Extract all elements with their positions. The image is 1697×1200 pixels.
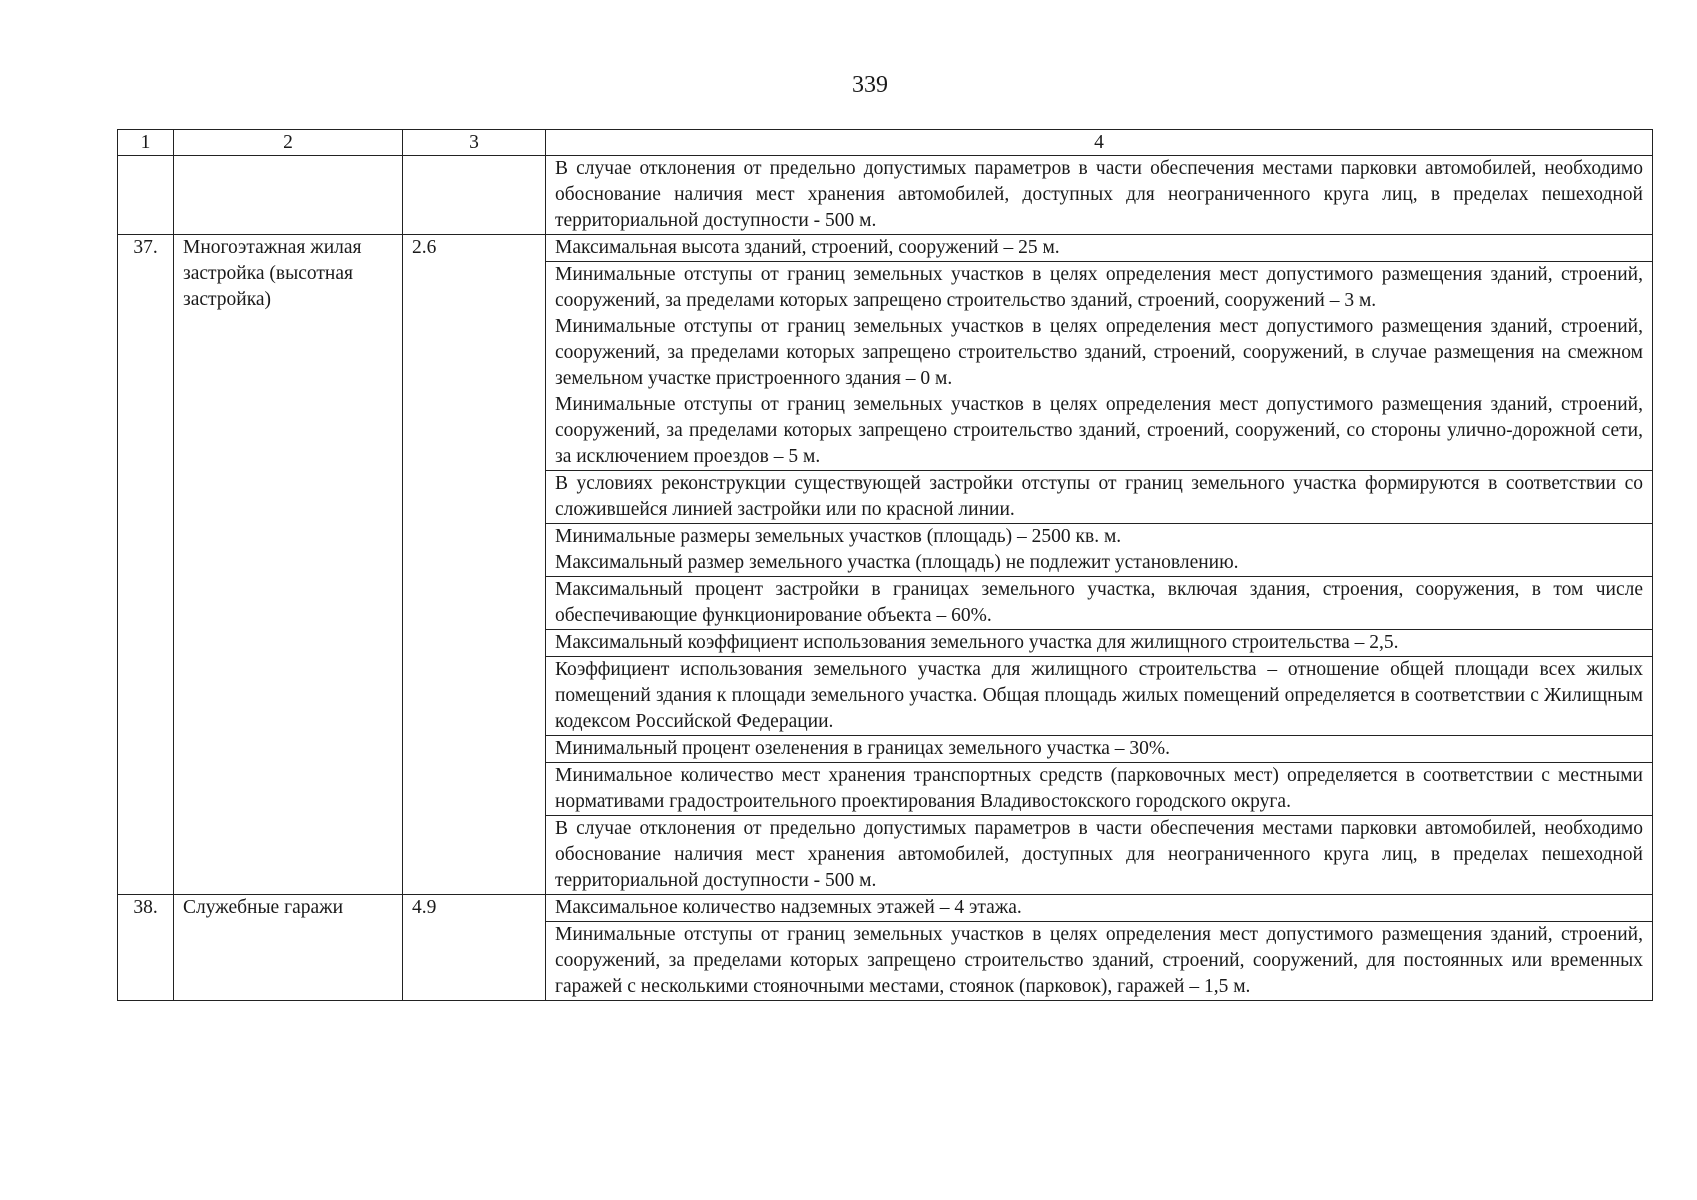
- param-paragraph: Минимальные отступы от границ земельных участков в целях определения мест допустимого размещения зданий, строений, сооружений, за пределами которых запрещено строительство зданий, строений, сооружений, для постоянных или временных гаражей с несколькими стояночными местами, стоянок (парковок), гаражей – 1,5 м.: [555, 924, 1643, 997]
- table-row: [118, 895, 1653, 922]
- param-cell: [546, 262, 1653, 471]
- param-paragraph: Коэффициент использования земельного участка для жилищного строительства – отношение общей площади всех жилых помещений здания к площади земельного участка. Общая площадь жилых помещений определяется в соответствии с Жилищным кодексом Российской Федерации.: [555, 659, 1643, 732]
- continuation-row: [118, 156, 1653, 235]
- use-code-cell: 2.6: [403, 235, 546, 895]
- param-cell: [546, 922, 1653, 1001]
- param-paragraph: Минимальный процент озеленения в границах земельного участка – 30%.: [555, 738, 1171, 759]
- header-col-4: 4: [546, 130, 1653, 156]
- row-number-cell: 38.: [118, 895, 174, 1001]
- param-paragraph: Максимальный процент застройки в границах земельного участка, включая здания, строения, сооружения, в том числе обеспечивающие функционирование объекта – 60%.: [555, 579, 1643, 626]
- param-paragraph: Максимальный коэффициент использования земельного участка для жилищного строительства – 2,5.: [555, 632, 1399, 653]
- use-code-cell: 4.9: [403, 895, 546, 1001]
- param-paragraph: В случае отклонения от предельно допустимых параметров в части обеспечения местами парковки автомобилей, необходимо обоснование наличия мест хранения автомобилей, доступных для неограниченного круга лиц, в пределах пешеходной территориальной доступности - 500 м.: [555, 818, 1643, 891]
- param-cell: [546, 630, 1653, 657]
- regulations-table-body: [118, 130, 1653, 1001]
- header-row: [118, 130, 1653, 156]
- header-col-1: 1: [118, 130, 174, 156]
- header-col-2: 2: [174, 130, 403, 156]
- param-paragraph: Минимальные отступы от границ земельных участков в целях определения мест допустимого размещения зданий, строений, сооружений, за пределами которых запрещено строительство зданий, строений, сооружений, со стороны улично-дорожной сети, за исключением проездов – 5 м.: [555, 394, 1643, 467]
- param-paragraph: В условиях реконструкции существующей застройки отступы от границ земельного участка формируются в соответствии со сложившейся линией застройки или по красной линии.: [555, 473, 1643, 520]
- continuation-param-cell: В случае отклонения от предельно допустимых параметров в части обеспечения местами парковки автомобилей, необходимо обоснование наличия мест хранения автомобилей, доступных для неограниченного круга лиц, в пределах пешеходной территориальной доступности - 500 м.: [546, 156, 1653, 235]
- param-cell: [546, 736, 1653, 763]
- use-name-cell: Многоэтажная жилая застройка (высотная застройка): [174, 235, 403, 895]
- use-name-cell: Служебные гаражи: [174, 895, 403, 1001]
- param-paragraph: Максимальная высота зданий, строений, сооружений – 25 м.: [555, 237, 1060, 258]
- param-paragraph: Минимальные размеры земельных участков (площадь) – 2500 кв. м.: [555, 526, 1122, 547]
- param-cell: [546, 235, 1653, 262]
- param-paragraph: Максимальный размер земельного участка (площадь) не подлежит установлению.: [555, 552, 1239, 573]
- param-cell: [546, 577, 1653, 630]
- header-col-3: 3: [403, 130, 546, 156]
- param-cell: [546, 816, 1653, 895]
- continuation-num-cell: [118, 156, 174, 235]
- param-paragraph: Максимальное количество надземных этажей – 4 этажа.: [555, 897, 1022, 918]
- param-paragraph: Минимальное количество мест хранения транспортных средств (парковочных мест) определяется в соответствии с местными нормативами градостроительного проектирования Владивостокского городского округа.: [555, 765, 1643, 812]
- continuation-code-cell: [403, 156, 546, 235]
- param-cell: [546, 524, 1653, 577]
- param-cell: [546, 657, 1653, 736]
- param-paragraph: Минимальные отступы от границ земельных участков в целях определения мест допустимого размещения зданий, строений, сооружений, за пределами которых запрещено строительство зданий, строений, сооружений – 3 м.: [555, 264, 1643, 311]
- row-number-cell: 37.: [118, 235, 174, 895]
- table-row: [118, 235, 1653, 262]
- param-cell: [546, 471, 1653, 524]
- continuation-name-cell: [174, 156, 403, 235]
- page-number: 339: [852, 72, 888, 98]
- regulations-table: [117, 129, 1653, 1001]
- param-paragraph: Минимальные отступы от границ земельных участков в целях определения мест допустимого размещения зданий, строений, сооружений, за пределами которых запрещено строительство зданий, строений, сооружений, в случае размещения на смежном земельном участке пристроенного здания – 0 м.: [555, 316, 1643, 389]
- param-cell: [546, 763, 1653, 816]
- param-cell: [546, 895, 1653, 922]
